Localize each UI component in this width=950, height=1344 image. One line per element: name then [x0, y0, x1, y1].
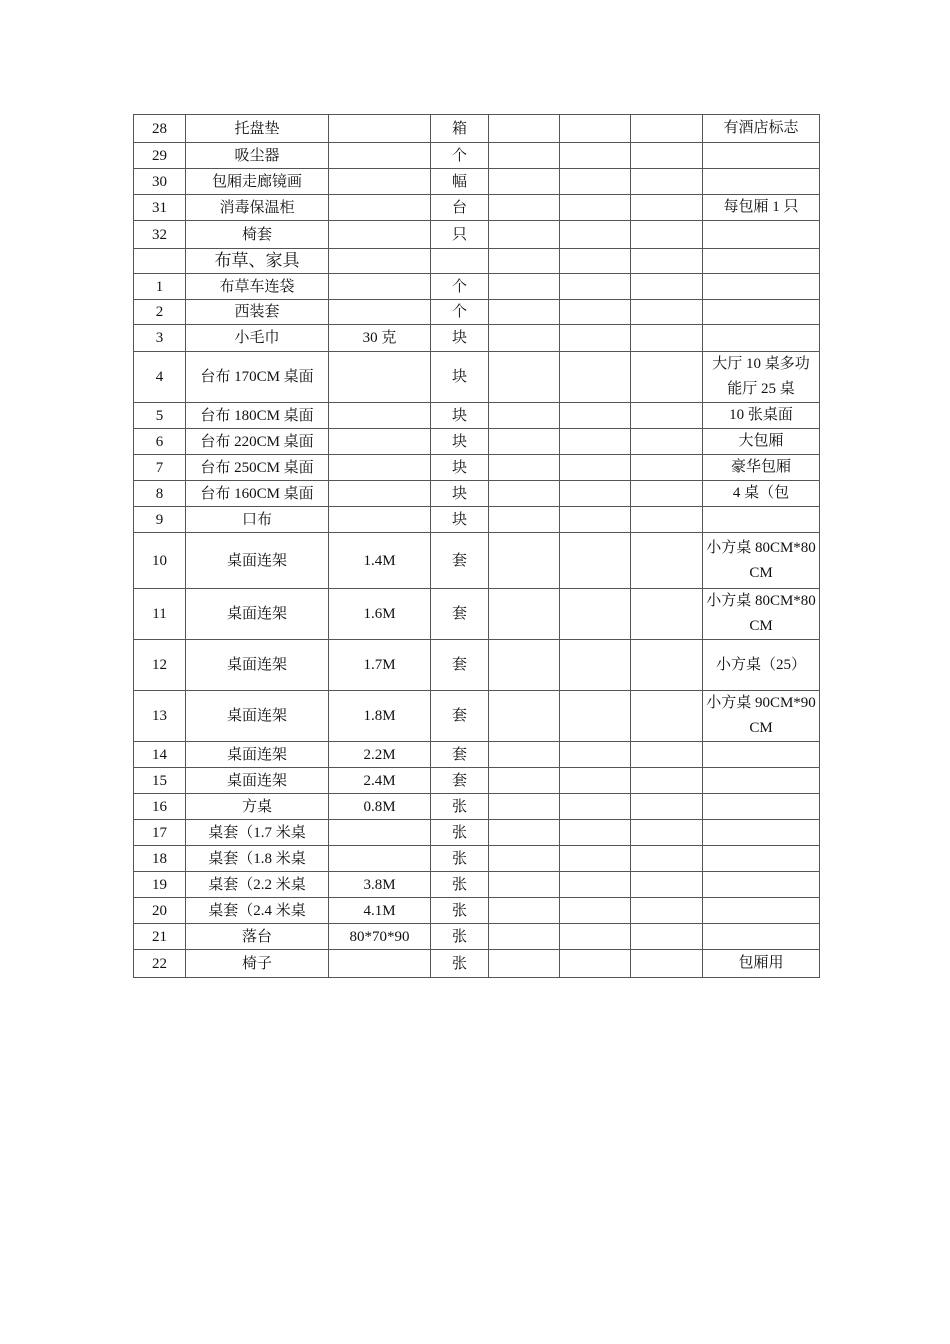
inventory-table-container [133, 114, 819, 978]
table-row [134, 115, 820, 143]
note-cell: 大厅 10 桌多功能厅 25 桌 [703, 352, 820, 403]
table-row [134, 274, 820, 300]
note-cell [703, 794, 820, 820]
unit-cell: 套 [431, 589, 489, 640]
spec-cell [329, 115, 431, 143]
unit-cell: 张 [431, 898, 489, 924]
blank-cell [489, 221, 560, 249]
row-number-cell: 22 [134, 950, 186, 978]
blank-cell [489, 794, 560, 820]
table-row [134, 640, 820, 691]
blank-cell [489, 325, 560, 352]
spec-cell: 30 克 [329, 325, 431, 352]
unit-cell: 个 [431, 300, 489, 325]
note-cell: 小方桌 80CM*80CM [703, 533, 820, 589]
unit-cell: 块 [431, 352, 489, 403]
blank-cell [489, 507, 560, 533]
spec-cell [329, 221, 431, 249]
table-row [134, 794, 820, 820]
spec-cell [329, 249, 431, 274]
blank-cell [631, 169, 703, 195]
unit-cell: 块 [431, 455, 489, 481]
row-number-cell: 4 [134, 352, 186, 403]
blank-cell [560, 691, 631, 742]
blank-cell [560, 403, 631, 429]
spec-cell [329, 274, 431, 300]
note-cell [703, 768, 820, 794]
table-row [134, 352, 820, 403]
item-name-cell: 台布 220CM 桌面 [186, 429, 329, 455]
blank-cell [631, 115, 703, 143]
note-cell: 大包厢 [703, 429, 820, 455]
table-row [134, 249, 820, 274]
table-row [134, 924, 820, 950]
item-name-cell: 椅套 [186, 221, 329, 249]
blank-cell [631, 846, 703, 872]
blank-cell [631, 533, 703, 589]
item-name-cell: 台布 180CM 桌面 [186, 403, 329, 429]
blank-cell [489, 169, 560, 195]
item-name-cell: 托盘垫 [186, 115, 329, 143]
item-name-cell: 落台 [186, 924, 329, 950]
spec-cell [329, 481, 431, 507]
row-number-cell: 8 [134, 481, 186, 507]
blank-cell [560, 768, 631, 794]
spec-cell [329, 300, 431, 325]
row-number-cell: 15 [134, 768, 186, 794]
note-cell: 有酒店标志 [703, 115, 820, 143]
note-cell: 豪华包厢 [703, 455, 820, 481]
spec-cell [329, 820, 431, 846]
spec-cell: 1.7M [329, 640, 431, 691]
table-row [134, 533, 820, 589]
item-name-cell: 西装套 [186, 300, 329, 325]
blank-cell [560, 481, 631, 507]
blank-cell [631, 691, 703, 742]
blank-cell [560, 924, 631, 950]
unit-cell: 套 [431, 691, 489, 742]
spec-cell [329, 352, 431, 403]
table-row [134, 768, 820, 794]
blank-cell [631, 403, 703, 429]
spec-cell: 2.2M [329, 742, 431, 768]
note-cell [703, 742, 820, 768]
item-name-cell: 桌面连架 [186, 589, 329, 640]
item-name-cell: 台布 170CM 桌面 [186, 352, 329, 403]
row-number-cell: 21 [134, 924, 186, 950]
row-number-cell: 9 [134, 507, 186, 533]
blank-cell [631, 924, 703, 950]
spec-cell [329, 455, 431, 481]
table-row [134, 195, 820, 221]
blank-cell [631, 872, 703, 898]
unit-cell: 块 [431, 325, 489, 352]
spec-cell [329, 950, 431, 978]
blank-cell [631, 481, 703, 507]
note-cell [703, 300, 820, 325]
unit-cell: 套 [431, 640, 489, 691]
blank-cell [560, 533, 631, 589]
row-number-cell: 6 [134, 429, 186, 455]
blank-cell [631, 249, 703, 274]
blank-cell [489, 300, 560, 325]
blank-cell [631, 768, 703, 794]
table-row [134, 589, 820, 640]
spec-cell: 3.8M [329, 872, 431, 898]
item-name-cell: 包厢走廊镜画 [186, 169, 329, 195]
spec-cell [329, 403, 431, 429]
blank-cell [631, 195, 703, 221]
table-row [134, 742, 820, 768]
blank-cell [560, 589, 631, 640]
blank-cell [489, 768, 560, 794]
item-name-cell: 桌套（2.4 米桌 [186, 898, 329, 924]
row-number-cell: 20 [134, 898, 186, 924]
row-number-cell: 31 [134, 195, 186, 221]
unit-cell: 块 [431, 507, 489, 533]
row-number-cell: 3 [134, 325, 186, 352]
spec-cell: 80*70*90 [329, 924, 431, 950]
unit-cell: 张 [431, 846, 489, 872]
note-cell: 小方桌（25） [703, 640, 820, 691]
note-cell [703, 249, 820, 274]
blank-cell [489, 429, 560, 455]
note-cell [703, 820, 820, 846]
unit-cell: 块 [431, 481, 489, 507]
note-cell: 每包厢 1 只 [703, 195, 820, 221]
table-row [134, 429, 820, 455]
blank-cell [631, 352, 703, 403]
table-row [134, 846, 820, 872]
table-body [134, 115, 820, 978]
blank-cell [489, 533, 560, 589]
blank-cell [560, 950, 631, 978]
note-cell [703, 274, 820, 300]
item-name-cell: 台布 250CM 桌面 [186, 455, 329, 481]
spec-cell: 1.8M [329, 691, 431, 742]
spec-cell [329, 846, 431, 872]
blank-cell [489, 691, 560, 742]
unit-cell [431, 249, 489, 274]
unit-cell: 只 [431, 221, 489, 249]
row-number-cell: 13 [134, 691, 186, 742]
row-number-cell: 16 [134, 794, 186, 820]
note-cell [703, 169, 820, 195]
item-name-cell: 椅子 [186, 950, 329, 978]
unit-cell: 幅 [431, 169, 489, 195]
blank-cell [560, 249, 631, 274]
row-number-cell: 1 [134, 274, 186, 300]
item-name-cell: 桌面连架 [186, 768, 329, 794]
note-cell: 包厢用 [703, 950, 820, 978]
row-number-cell: 5 [134, 403, 186, 429]
blank-cell [631, 820, 703, 846]
blank-cell [489, 115, 560, 143]
unit-cell: 箱 [431, 115, 489, 143]
table-row [134, 325, 820, 352]
row-number-cell: 14 [134, 742, 186, 768]
blank-cell [560, 143, 631, 169]
note-cell [703, 872, 820, 898]
blank-cell [631, 898, 703, 924]
blank-cell [560, 352, 631, 403]
blank-cell [560, 846, 631, 872]
note-cell: 10 张桌面 [703, 403, 820, 429]
blank-cell [489, 820, 560, 846]
blank-cell [560, 169, 631, 195]
blank-cell [631, 429, 703, 455]
blank-cell [489, 924, 560, 950]
blank-cell [560, 455, 631, 481]
blank-cell [631, 640, 703, 691]
blank-cell [489, 950, 560, 978]
table-row [134, 898, 820, 924]
unit-cell: 套 [431, 768, 489, 794]
inventory-table [133, 114, 820, 978]
spec-cell: 4.1M [329, 898, 431, 924]
item-name-cell: 布草车连袋 [186, 274, 329, 300]
blank-cell [560, 274, 631, 300]
note-cell [703, 325, 820, 352]
row-number-cell: 19 [134, 872, 186, 898]
blank-cell [489, 352, 560, 403]
item-name-cell: 布草、家具 [186, 249, 329, 274]
blank-cell [560, 429, 631, 455]
row-number-cell: 30 [134, 169, 186, 195]
blank-cell [560, 507, 631, 533]
table-row [134, 691, 820, 742]
unit-cell: 个 [431, 143, 489, 169]
blank-cell [631, 143, 703, 169]
item-name-cell: 桌套（1.7 米桌 [186, 820, 329, 846]
blank-cell [631, 274, 703, 300]
unit-cell: 块 [431, 403, 489, 429]
note-cell [703, 846, 820, 872]
blank-cell [560, 115, 631, 143]
note-cell [703, 507, 820, 533]
unit-cell: 张 [431, 820, 489, 846]
blank-cell [489, 249, 560, 274]
item-name-cell: 台布 160CM 桌面 [186, 481, 329, 507]
row-number-cell: 12 [134, 640, 186, 691]
blank-cell [631, 794, 703, 820]
spec-cell [329, 195, 431, 221]
blank-cell [489, 403, 560, 429]
row-number-cell: 28 [134, 115, 186, 143]
unit-cell: 个 [431, 274, 489, 300]
blank-cell [560, 742, 631, 768]
note-cell [703, 924, 820, 950]
table-row [134, 143, 820, 169]
item-name-cell: 小毛巾 [186, 325, 329, 352]
unit-cell: 张 [431, 872, 489, 898]
unit-cell: 张 [431, 794, 489, 820]
blank-cell [489, 481, 560, 507]
table-row [134, 481, 820, 507]
blank-cell [631, 507, 703, 533]
item-name-cell: 方桌 [186, 794, 329, 820]
table-row [134, 403, 820, 429]
spec-cell: 0.8M [329, 794, 431, 820]
blank-cell [560, 898, 631, 924]
unit-cell: 台 [431, 195, 489, 221]
row-number-cell: 2 [134, 300, 186, 325]
item-name-cell: 桌面连架 [186, 742, 329, 768]
table-row [134, 455, 820, 481]
table-row [134, 300, 820, 325]
blank-cell [489, 195, 560, 221]
blank-cell [560, 820, 631, 846]
blank-cell [489, 589, 560, 640]
item-name-cell: 桌面连架 [186, 640, 329, 691]
item-name-cell: 桌面连架 [186, 533, 329, 589]
blank-cell [489, 455, 560, 481]
blank-cell [489, 872, 560, 898]
unit-cell: 套 [431, 533, 489, 589]
spec-cell [329, 429, 431, 455]
unit-cell: 张 [431, 924, 489, 950]
row-number-cell [134, 249, 186, 274]
row-number-cell: 29 [134, 143, 186, 169]
note-cell [703, 143, 820, 169]
table-row [134, 169, 820, 195]
blank-cell [489, 898, 560, 924]
spec-cell [329, 507, 431, 533]
blank-cell [489, 742, 560, 768]
blank-cell [631, 221, 703, 249]
row-number-cell: 10 [134, 533, 186, 589]
blank-cell [560, 300, 631, 325]
blank-cell [560, 872, 631, 898]
note-cell [703, 898, 820, 924]
note-cell [703, 221, 820, 249]
spec-cell [329, 169, 431, 195]
blank-cell [631, 742, 703, 768]
row-number-cell: 17 [134, 820, 186, 846]
blank-cell [489, 846, 560, 872]
table-row [134, 950, 820, 978]
blank-cell [489, 143, 560, 169]
row-number-cell: 11 [134, 589, 186, 640]
unit-cell: 套 [431, 742, 489, 768]
blank-cell [489, 274, 560, 300]
blank-cell [560, 640, 631, 691]
item-name-cell: 口布 [186, 507, 329, 533]
table-row [134, 820, 820, 846]
blank-cell [560, 221, 631, 249]
blank-cell [631, 300, 703, 325]
table-row [134, 872, 820, 898]
blank-cell [560, 325, 631, 352]
table-row [134, 507, 820, 533]
table-row [134, 221, 820, 249]
spec-cell [329, 143, 431, 169]
blank-cell [631, 325, 703, 352]
row-number-cell: 32 [134, 221, 186, 249]
blank-cell [631, 455, 703, 481]
item-name-cell: 桌套（1.8 米桌 [186, 846, 329, 872]
blank-cell [489, 640, 560, 691]
blank-cell [631, 950, 703, 978]
blank-cell [560, 794, 631, 820]
note-cell: 小方桌 80CM*80CM [703, 589, 820, 640]
item-name-cell: 吸尘器 [186, 143, 329, 169]
spec-cell: 2.4M [329, 768, 431, 794]
row-number-cell: 18 [134, 846, 186, 872]
spec-cell: 1.6M [329, 589, 431, 640]
row-number-cell: 7 [134, 455, 186, 481]
item-name-cell: 消毒保温柜 [186, 195, 329, 221]
blank-cell [631, 589, 703, 640]
note-cell: 小方桌 90CM*90CM [703, 691, 820, 742]
note-cell: 4 桌（包 [703, 481, 820, 507]
unit-cell: 块 [431, 429, 489, 455]
item-name-cell: 桌面连架 [186, 691, 329, 742]
unit-cell: 张 [431, 950, 489, 978]
blank-cell [560, 195, 631, 221]
spec-cell: 1.4M [329, 533, 431, 589]
item-name-cell: 桌套（2.2 米桌 [186, 872, 329, 898]
